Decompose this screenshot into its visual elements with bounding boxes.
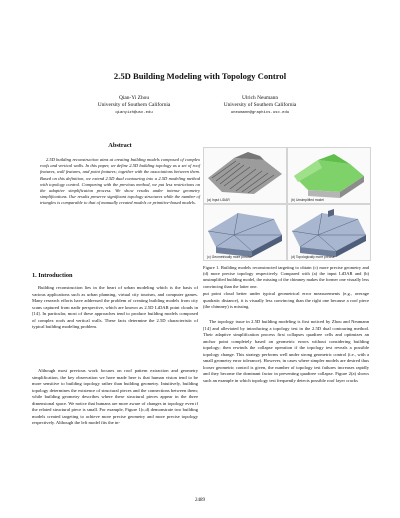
page-number: 2489 (195, 498, 205, 503)
unsimplified-model-image (288, 148, 370, 203)
figure-panel-input-lidar (203, 147, 287, 204)
figure-panel-geometric-model (203, 204, 287, 261)
abstract-heading: Abstract (108, 142, 132, 149)
figure-1 (203, 147, 369, 260)
figure-panel-topological-model (287, 204, 371, 261)
author-name: Qian-Yi Zhou (118, 95, 150, 101)
intro-heading: 1. Introduction (32, 272, 73, 279)
abstract-text: 2.5D building reconstruction aims at creating building models composed of complex roofs and vertical walls. In this paper, we define 2.5D building topology as a set of roof features, wall features, and point features; together with the associations between them. Based on this definition, we extend 2.5D dual contouring into a 2.5D modeling method with topology control. Comparing with the previous method, we put less restrictions on the adaptive simplification process. We show results under intense geometry simplifications. Our results preserve significant topology structures while the number of triangles is comparable to that of manually created models or primitive-based models. (40, 157, 200, 206)
author-email: qianyizh@usc.edu (115, 111, 153, 115)
intro-paragraph-2: Although most previous work focuses on roof pattern extraction and geometry simplification, the key observation we have made here is that human vision tend to be more sensitive to building topology rather than building geometry. Intuitively, building topology determines the existence of structural pieces and the connections between them; while building geometry describes where these structural pieces appear in the three dimensional space. We notice that humans are more aware of changes in topology even if the related structural piece is small. For example, Figure 1(c,d) demonstrate two building models created targeting to achieve more precise geometry and more precise topology respectively. Although the left model fits the in- (32, 368, 198, 425)
author-affiliation: University of Southern California (97, 102, 171, 108)
figure-panel-unsimplified-model (287, 147, 371, 204)
geometric-model-image (204, 205, 286, 260)
author-email: uneumann@graphics.usc.edu (230, 111, 290, 115)
panel-label: (a) Input LiDAR (207, 198, 230, 202)
panel-label: (b) Unsimplified model (291, 198, 324, 202)
right-paragraph-2: The topology issue in 2.5D building modeling is first noticed by Zhou and Neumann [14] and alleviated by introducing a topology test in the 2.5D dual contouring method. Their adaptive simplification process first collapses quadtree cells and optimizes an anchor point completely based on geometric errors without considering building topology; then rewinds the collapse operation if the topology test reveals a possible topology change. This strategy performs well under strong geometric control (i.e., with a small geometry error tolerance). However, in cases where simpler models are desired thus looser geometric control is given, the number of topology test failures increases rapidly and they become the dominant factor in preventing quadtree collapse. Figure 2(a) shows such an example in which topology test frequently detects possible roof layer cracks (203, 319, 369, 383)
panel-label: (c) Geometrically more precise (207, 255, 252, 259)
intro-paragraph-1: Building reconstruction lies in the heart of urban modeling which is the basis of various applications such as urban planning, virtual city tourism, and computer games. Many research efforts have addressed the problem of creating building models from city scans captured from nadir perspective, which are known as 2.5D LiDAR point clouds in [14]. In particular, most of these approaches tend to produce building models composed of complex roofs and vertical walls. These facts determine the 2.5D characteristic of typical building modeling problem. (32, 285, 198, 329)
author-name: Ulrich Neumann (241, 95, 279, 101)
author-block-2 (180, 95, 340, 117)
right-paragraph-1: put point cloud better under typical geometrical error measurements (e.g., average quadratic distance), it is visually less convincing than the right one because a roof piece (the chimney) is missing. (203, 291, 369, 309)
author-affiliation: University of Southern California (223, 102, 297, 108)
panel-label: (d) Topologically more precise (291, 255, 335, 259)
lidar-point-cloud-image (204, 148, 286, 203)
figure-caption: Figure 1. Building models reconstructed targeting to obtain (c) more precise geometry and (d) more precise topology respectively. Compared with (a) the input LiDAR and (b) unsimplified building model, the missing of the chimney makes the former one visually less convincing than the latter one. (203, 265, 369, 289)
topological-model-image (288, 205, 370, 260)
paper-title: 2.5D Building Modeling with Topology Control (113, 71, 287, 81)
